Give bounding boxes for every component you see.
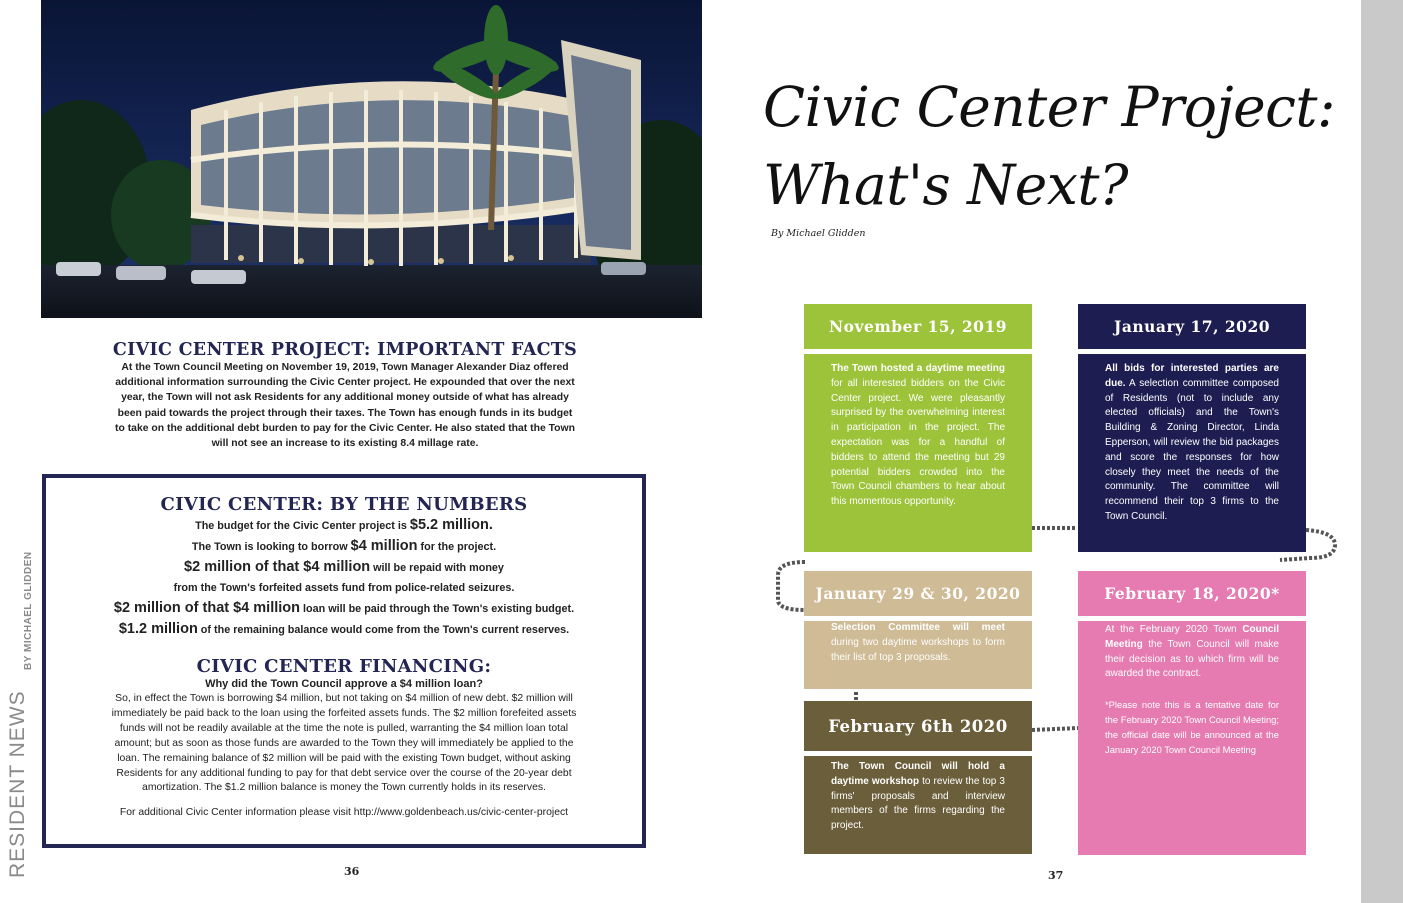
card-date: November 15, 2019 (804, 304, 1032, 349)
numbers-line: $2 million of that $4 million loan will be paid through the Town's existing budget. (113, 600, 575, 616)
timeline-card-feb-18 (1078, 571, 1306, 855)
facts-line: At the Town Council Meeting on November 19, 2019, Town Manager Alexander Diaz offered (121, 362, 569, 373)
card-body: Selection Committee will meet during two daytime workshops to form their list of top 3 proposals. (804, 621, 1032, 689)
card-body: The Town Council will hold a daytime workshop to review the top 3 firms' proposals and interview members of the firms regarding the project. (804, 756, 1032, 854)
byline: By Michael Glidden (771, 228, 866, 239)
spine-label (6, 548, 36, 878)
card-body: At the February 2020 Town Council Meeting the Town Council will make their decision as to which firm will be awarded the contract. *Please note this is a tentative date for the February 2020 Town Council Meeting; the official date will be announced at the January 2020 Town Council Meeting (1078, 621, 1306, 855)
numbers-line: from the Town's forfeited assets fund from police-related seizures. (173, 582, 515, 594)
card-date: January 17, 2020 (1078, 304, 1306, 349)
numbers-line: $2 million of that $4 million will be repaid with money (184, 559, 504, 575)
page-number-right: 37 (1048, 869, 1064, 882)
financing-link-text: For additional Civic Center information please visit http://www.goldenbeach.us/civic-center-project (119, 807, 569, 819)
spine-author: BY MICHAEL GLIDDEN (23, 551, 34, 670)
civic-center-photo (41, 0, 702, 318)
numbers-line: $1.2 million of the remaining balance would come from the Town's current reserves. (118, 621, 570, 637)
card-date: February 18, 2020* (1078, 571, 1306, 616)
timeline-card-jan-17 (1078, 304, 1306, 552)
card-date: February 6th 2020 (804, 701, 1032, 751)
by-the-numbers-box (42, 474, 646, 848)
article-title: Civic Center Project: What's Next? (763, 75, 1336, 217)
numbers-line: The budget for the Civic Center project is $5.2 million. (195, 517, 493, 533)
numbers-line: The Town is looking to borrow $4 million for the project. (191, 538, 497, 554)
timeline-card-feb-6 (804, 701, 1032, 857)
card-note: *Please note this is a tentative date for the February 2020 Town Council Meeting; the official date will be announced at the January 2020 Town Council Meeting (1105, 699, 1279, 756)
financing-title: CIVIC CENTER FINANCING: (196, 656, 492, 677)
important-facts-title: CIVIC CENTER PROJECT: IMPORTANT FACTS (112, 340, 578, 360)
right-gray-strip (1361, 0, 1403, 903)
facts-line: to take on the additional debt burden to pay for the Civic Center. He also stated that the Town (115, 422, 575, 434)
timeline-card-jan-29-30 (804, 571, 1032, 693)
page-number-left: 36 (344, 865, 360, 878)
financing-subtitle: Why did the Town Council approve a $4 million loan? (205, 678, 483, 690)
facts-line: will not see an increase to its existing 8.4 millage rate. (211, 438, 479, 450)
card-date: January 29 & 30, 2020 (804, 571, 1032, 616)
facts-line: been paid towards the project through their taxes. The Town has enough funds in its budget (117, 407, 573, 419)
by-the-numbers-title: CIVIC CENTER: BY THE NUMBERS (160, 494, 528, 515)
card-body: All bids for interested parties are due. A selection committee composed of Residents (not to include any elected officials) and the Town's Building & Zoning Director, Linda Epperson, will review the bid packages and score the responses for how closely they meet the needs of the community. The committee will recommend their top 3 firms to the Town Council. (1078, 354, 1306, 552)
card-body: The Town hosted a daytime meeting for all interested bidders on the Civic Center project. We were pleasantly surprised by the overwhelming interest in participation in the project. The expectation was for a handful of bidders to attend the meeting but 29 potential bidders crowded into the Town Council chambers to hear about this momentous opportunity. (804, 354, 1032, 552)
important-facts-section (80, 340, 610, 451)
facts-line: year, the Town will not ask Residents for any additional money outside of what has already (121, 392, 569, 404)
section-name: RESIDENT NEWS (6, 690, 29, 878)
timeline-card-nov-15 (804, 304, 1032, 552)
financing-body: So, in effect the Town is borrowing $4 million, but not taking on $4 million of new debt. $2 million will immediately be paid back to the loan using the forfeited assets funds. The $2 million forefeited assets funds will not be readily available at the time the note is pulled, warranting the $4 million loan total amount; but as soon as those funds are awarded to the Town they will immediately be applied to the loan. The remaining balance of $2 million will be paid with the existing Town budget, without asking Residents for any additional funding to pay for that debt service over the course of the 20-year debt amortization. The $1.2 million balance is money the Town currently holds in its reserves. (111, 693, 577, 794)
facts-line: additional information surrounding the Civic Center project. He expounded that over the next (115, 377, 575, 389)
